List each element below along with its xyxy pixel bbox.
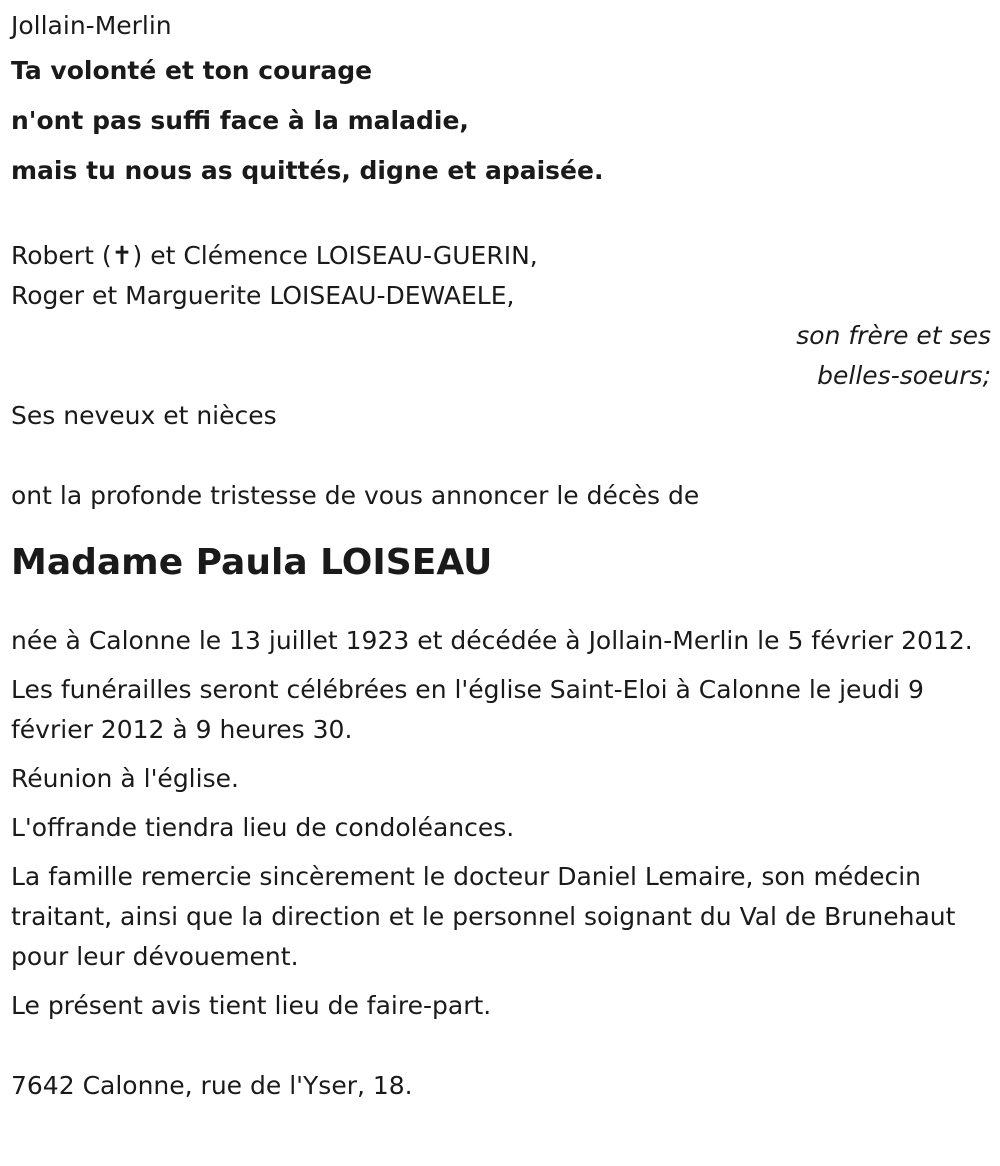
notice-paragraph: Le présent avis tient lieu de faire-part.: [11, 991, 492, 1020]
deceased-name: Madame Paula LOISEAU: [11, 542, 493, 583]
announcement-text: ont la profonde tristesse de vous annoncer le décès de: [11, 481, 700, 510]
thanks-paragraph: La famille remercie sincèrement le docteur Daniel Lemaire, son médecin traitant, ainsi que la direction et le personnel soignant du Val de Brunehaut pour leur dévouement.: [11, 862, 956, 971]
family-line-2: Roger et Marguerite LOISEAU-DEWAELE,: [11, 281, 515, 310]
relation-line-2: belles-soeurs;: [817, 361, 991, 390]
verse-line-1: Ta volonté et ton courage: [11, 56, 373, 85]
meeting-paragraph: Réunion à l'église.: [11, 764, 239, 793]
verse-block: [11, 46, 991, 196]
verse-line-3: mais tu nous as quittés, digne et apaisée.: [11, 156, 604, 185]
birth-death-paragraph: née à Calonne le 13 juillet 1923 et décédée à Jollain-Merlin le 5 février 2012.: [11, 626, 973, 655]
offering-paragraph: L'offrande tiendra lieu de condoléances.: [11, 813, 515, 842]
family-line-1: Robert (✝) et Clémence LOISEAU-GUERIN,: [11, 241, 538, 270]
address-line: 7642 Calonne, rue de l'Yser, 18.: [11, 1071, 413, 1100]
funeral-paragraph: Les funérailles seront célébrées en l'église Saint-Eloi à Calonne le jeudi 9 février 2012 à 9 heures 30.: [11, 675, 924, 744]
obituary-notice: [11, 6, 991, 1106]
spacer: [11, 1026, 991, 1066]
place-heading: Jollain-Merlin: [11, 11, 172, 40]
family-block: [11, 236, 991, 436]
verse-line-2: n'ont pas suffi face à la maladie,: [11, 106, 469, 135]
nephews-line: Ses neveux et nièces: [11, 401, 277, 430]
spacer: [11, 436, 991, 476]
relation-line-1: son frère et ses: [796, 321, 991, 350]
spacer: [11, 196, 991, 236]
details-block: [11, 621, 991, 1026]
